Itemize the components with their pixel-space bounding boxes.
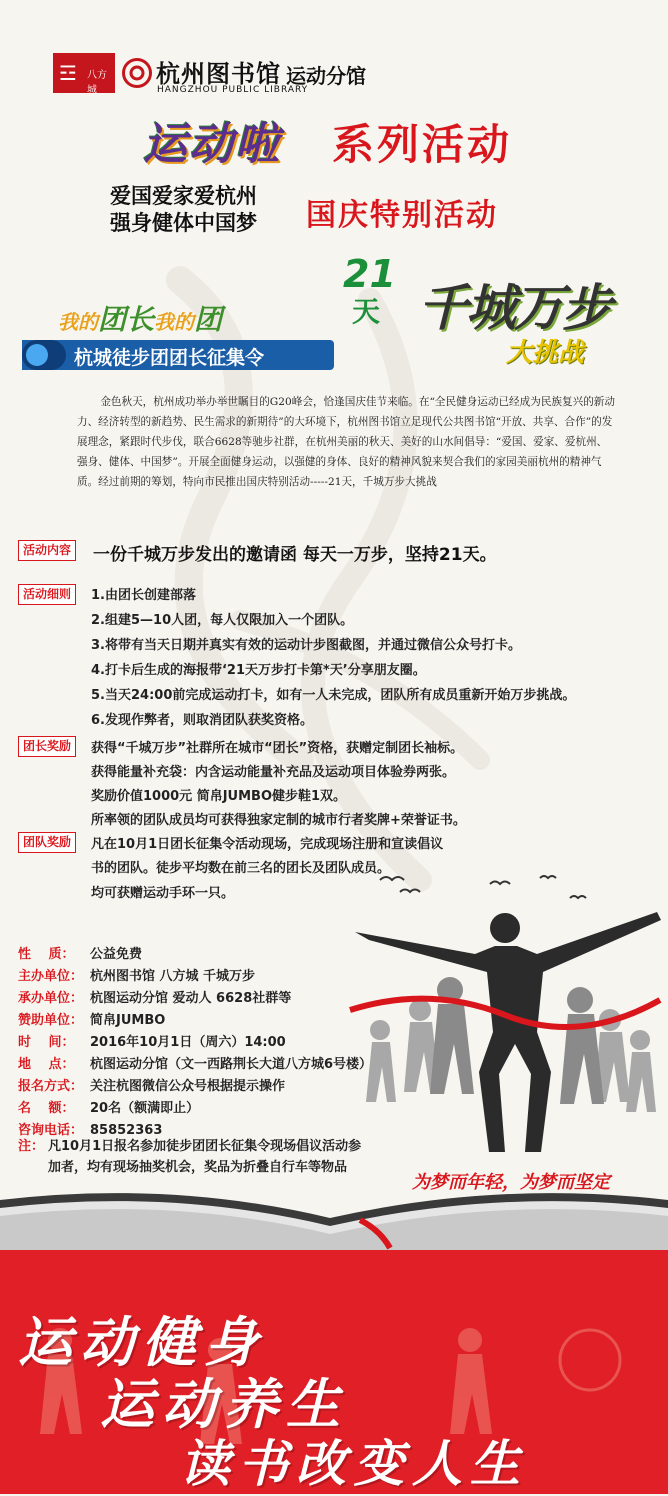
- library-english-name: HANGZHOU PUBLIC LIBRARY: [157, 85, 309, 95]
- bottom-line-1: 运动健身: [18, 1310, 266, 1374]
- tz-word-2: 团长: [98, 303, 155, 336]
- tz-word-1: 我的: [58, 310, 98, 334]
- info-key: 报名方式：: [18, 1079, 84, 1094]
- info-value: 85852363: [90, 1123, 163, 1138]
- leader-award-item: 获得“千城万步”社群所在城市“团长”资格，获赠定制团长袖标。: [91, 741, 464, 756]
- info-key: 时 间：: [18, 1035, 75, 1050]
- runners-illustration: [340, 870, 668, 1200]
- banner-dot-icon: [22, 340, 66, 370]
- intro-paragraph: 金色秋天，杭州成功举办举世瞩目的G20峰会，恰逢国庆佳节来临。在“全民健身运动已经成为民族复兴的新动力、经济转型的新趋势、民生需求的新期待”的大环境下，杭州图书馆立足现代公共图书馆“开放、共享、合作”的发展理念，紧跟时代步伐，联合6628等驰步社群，在杭州美丽的秋天、美好的山水间倡导：“爱国、爱家、爱杭州、强身、健体、中国梦”。开展全面健身运动，以强健的身体、良好的精神风貌来契合我们的家园美丽杭州的精神气质。经过前期的筹划，特向市民推出国庆特别活动-----21天，千城万步大挑战: [77, 396, 615, 488]
- detail-item: 4.打卡后生成的海报带‘21天万步打卡第*天’分享朋友圈。: [91, 663, 426, 678]
- leader-award-tag: 团长奖励: [18, 736, 76, 757]
- info-key: 承办单位：: [18, 991, 84, 1006]
- tz-word-3: 我的: [154, 310, 195, 334]
- logo-text: 八方城: [87, 70, 107, 96]
- days-number: 21: [343, 252, 396, 296]
- bottom-line-2: 运动养生: [100, 1372, 348, 1436]
- info-key: 注：: [18, 1139, 45, 1154]
- info-row-time: [18, 1031, 286, 1050]
- detail-item: 1.由团长创建部落: [91, 588, 196, 603]
- details-tag: 活动细则: [18, 584, 76, 605]
- info-key: 主办单位：: [18, 969, 84, 984]
- detail-item: 5.当天24:00前完成运动打卡，如有一人未完成，团队所有成员重新开始万步挑战。: [91, 688, 576, 703]
- team-award-item: 凡在10月1日团长征集令活动现场，完成现场注册和宣读倡议: [91, 837, 444, 852]
- qianchengwanbu-title: 千城万步: [418, 279, 610, 337]
- open-book-illustration: [0, 1180, 668, 1250]
- library-seal-icon: [122, 58, 152, 88]
- info-row-note: [18, 1135, 361, 1154]
- info-value: 关注杭图微信公众号根据提示操作: [90, 1079, 286, 1094]
- slogan-line-1: 爱国爱家爱杭州: [110, 184, 257, 208]
- info-row-nature: [18, 943, 142, 962]
- leader-award-item: 所率领的团队成员均可获得独家定制的城市行者奖牌+荣誉证书。: [91, 813, 466, 828]
- info-value: 杭图运动分馆 爱动人 6628社群等: [90, 991, 292, 1006]
- detail-item: 2.组建5—10人团，每人仅限加入一个团队。: [91, 613, 354, 628]
- team-award-item: 书的团队。徒步平均数在前三名的团长及团队成员。: [91, 861, 391, 876]
- info-row-location: [18, 1053, 372, 1072]
- challenge-title: 大挑战: [506, 338, 585, 368]
- library-branch: 运动分馆: [286, 64, 366, 88]
- info-value: 杭图运动分馆（文一西路荆长大道八方城6号楼）: [90, 1057, 373, 1072]
- info-value: 杭州图书馆 八方城 千城万步: [90, 969, 256, 984]
- note-line-2: 加者，均有现场抽奖机会，奖品为折叠自行车等物品: [48, 1160, 348, 1175]
- info-row-quota: [18, 1097, 199, 1116]
- detail-item: 6.发现作弊者，则取消团队获奖资格。: [91, 713, 313, 728]
- info-value: 公益免费: [90, 947, 143, 962]
- info-value: 凡10月1日报名参加徒步团团长征集令现场倡议活动参: [48, 1139, 362, 1154]
- content-tag: 活动内容: [18, 540, 76, 561]
- info-value: 简帛JUMBO: [90, 1013, 166, 1028]
- slogan-line-2: 强身健体中国梦: [110, 211, 257, 235]
- leader-award-item: 获得能量补充袋：内含运动能量补充品及运动项目体验券两张。: [91, 765, 456, 780]
- bafangcheng-logo: ☲ 八方城: [53, 53, 115, 93]
- info-row-signup: [18, 1075, 285, 1094]
- info-row-host: [18, 965, 255, 984]
- leader-award-item: 奖励价值1000元 简帛JUMBO健步鞋1双。: [91, 789, 347, 804]
- info-key: 名 额：: [18, 1101, 75, 1116]
- info-key: 赞助单位：: [18, 1013, 84, 1028]
- days-unit: 天: [352, 295, 381, 328]
- info-row-sponsor: [18, 1009, 165, 1028]
- info-key: 咨询电话：: [18, 1123, 84, 1138]
- series-activity-title: 系列活动: [332, 120, 513, 169]
- library-name: 杭州图书馆: [156, 59, 281, 88]
- my-leader-my-team: [58, 298, 222, 338]
- team-award-tag: 团队奖励: [18, 832, 76, 853]
- tz-word-4: 团: [194, 303, 223, 336]
- content-text: 一份千城万步发出的邀请函 每天一万步，坚持21天。: [93, 545, 497, 565]
- team-award-item: 均可获赠运动手环一只。: [91, 886, 235, 901]
- bottom-line-3: 读书改变人生: [180, 1434, 528, 1493]
- info-value: 2016年10月1日（周六）14:00: [90, 1035, 286, 1050]
- banner-title: 杭城徒步团团长征集令: [74, 347, 265, 369]
- national-day-title: 国庆特别活动: [306, 198, 498, 233]
- dream-slogan: 为梦而年轻，为梦而坚定: [412, 1172, 610, 1193]
- info-value: 20名（额满即止）: [90, 1101, 200, 1116]
- info-key: 性 质：: [18, 947, 75, 962]
- birds-icon: [380, 876, 586, 898]
- detail-item: 3.将带有当天日期并真实有效的运动计步图截图，并通过微信公众号打卡。: [91, 638, 521, 653]
- info-key: 地 点：: [18, 1057, 75, 1072]
- brand-art-title: 运动啦: [143, 119, 281, 170]
- info-row-organizer: [18, 987, 291, 1006]
